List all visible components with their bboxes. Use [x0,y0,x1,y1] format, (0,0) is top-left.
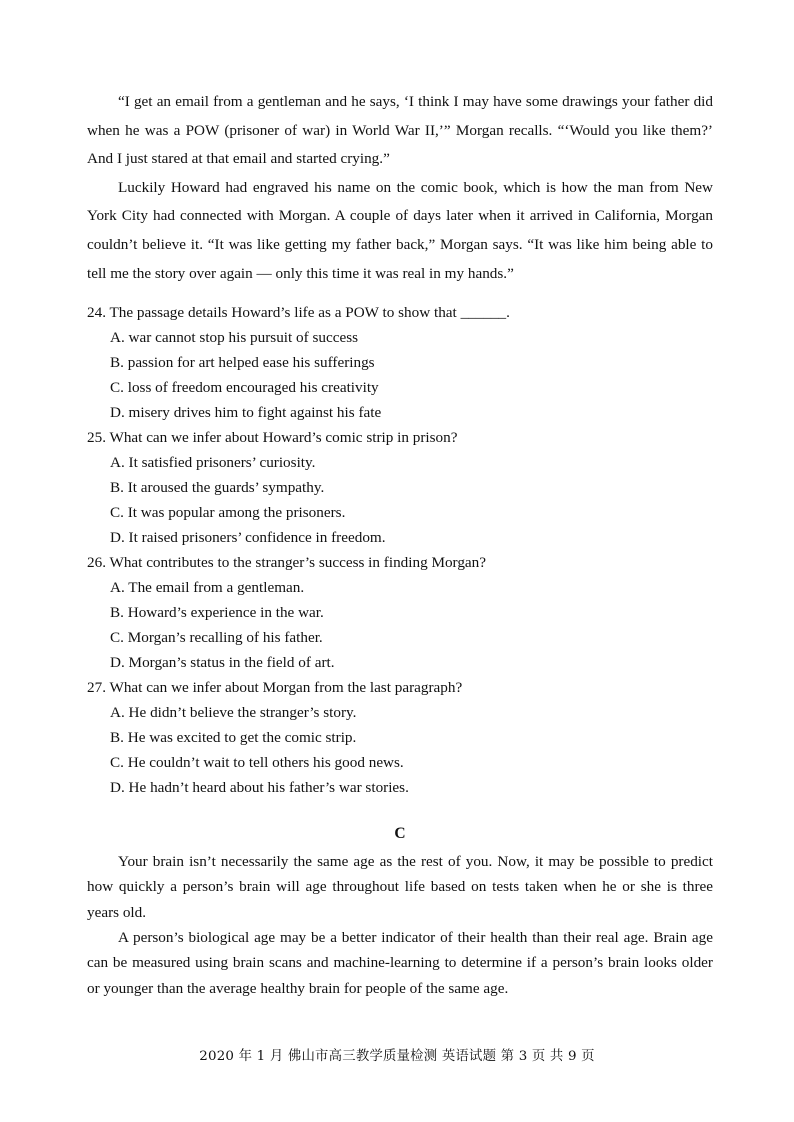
option-c: C. loss of freedom encouraged his creativity [110,379,379,397]
question-24 [87,300,713,425]
question-list [87,300,713,800]
option-c: C. Morgan’s recalling of his father. [110,629,323,647]
question-25 [87,425,713,550]
option-c: C. It was popular among the prisoners. [110,504,346,522]
passage-b-ending [87,88,713,288]
paragraph: Your brain isn’t necessarily the same age as the rest of you. Now, it may be possible to predict how quickly a person’s brain will age throughout life based on tests taken when he or she is three years old. [87,853,713,921]
section-c-heading: C [394,825,406,843]
question-26 [87,550,713,675]
option-b: B. He was excited to get the comic strip. [110,729,357,747]
option-a: A. He didn’t believe the stranger’s story. [110,704,357,722]
option-d: D. It raised prisoners’ confidence in freedom. [110,529,386,547]
paragraph: Luckily Howard had engraved his name on the comic book, which is how the man from New York City had connected with Morgan. A couple of days later when it arrived in California, Morgan couldn’t believe it. “It was like getting my father back,” Morgan says. “It was like him being able to tell me the story over again — only this time it was real in my hands.” [87,178,713,282]
paragraph: A person’s biological age may be a better indicator of their health than their real age. Brain age can be measured using brain scans and machine-learning to determine if a person’s brain looks older or younger than the average healthy brain for people of the same age. [87,929,713,997]
page-footer: 2020 年 1 月 佛山市高三教学质量检测 英语试题 第 3 页 共 9 页 [199,1049,595,1064]
question-stem: 25. What can we infer about Howard’s comic strip in prison? [87,429,458,447]
option-d: D. misery drives him to fight against his fate [110,404,382,422]
passage-c [87,849,713,1001]
option-b: B. Howard’s experience in the war. [110,604,324,622]
exam-page [87,88,713,1001]
paragraph: “I get an email from a gentleman and he says, ‘I think I may have some drawings your father did when he was a POW (prisoner of war) in World War II,’” Morgan recalls. “‘Would you like them?’ And I just stared at that email and started crying.” [87,93,713,168]
option-a: A. war cannot stop his pursuit of success [110,329,359,347]
question-stem: 26. What contributes to the stranger’s success in finding Morgan? [87,554,487,572]
option-b: B. It aroused the guards’ sympathy. [110,479,325,497]
question-27 [87,675,713,800]
question-stem: 24. The passage details Howard’s life as a POW to show that ______. [87,304,510,322]
option-a: A. The email from a gentleman. [110,579,305,597]
option-d: D. He hadn’t heard about his father’s war stories. [110,779,409,797]
question-stem: 27. What can we infer about Morgan from the last paragraph? [87,679,463,697]
option-a: A. It satisfied prisoners’ curiosity. [110,454,316,472]
option-b: B. passion for art helped ease his sufferings [110,354,375,372]
option-d: D. Morgan’s status in the field of art. [110,654,335,672]
option-c: C. He couldn’t wait to tell others his good news. [110,754,404,772]
